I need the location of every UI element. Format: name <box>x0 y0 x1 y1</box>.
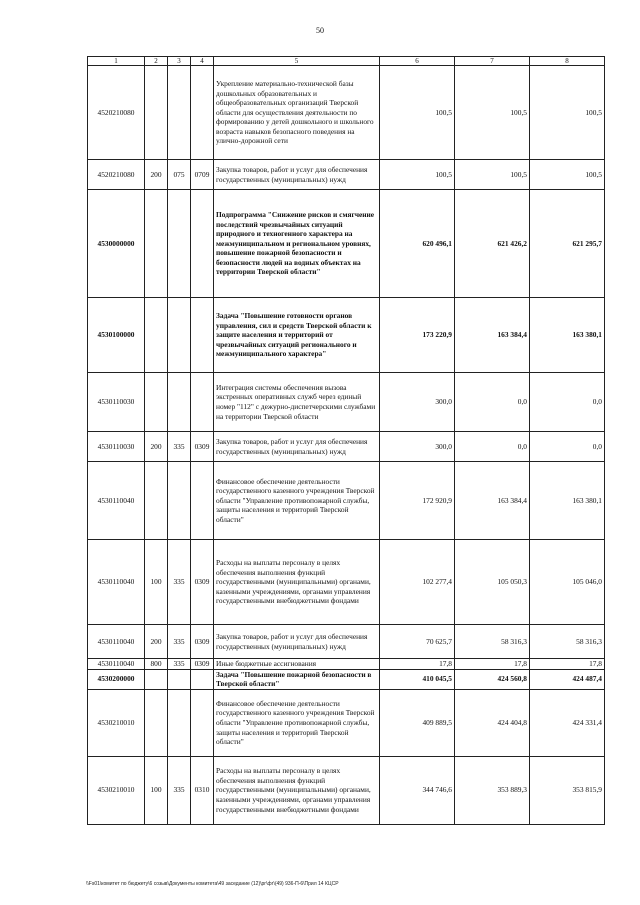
target-code-cell: 4520210080 <box>88 66 145 160</box>
expense-type-cell: 200 <box>145 160 168 190</box>
description-cell: Закупка товаров, работ и услуг для обеспечения государственных (муниципальных) нужд <box>214 625 380 659</box>
amount-year2-cell: 424 404,8 <box>455 689 530 756</box>
amount-year1-cell: 102 277,4 <box>380 540 455 625</box>
target-code-cell: 4530210010 <box>88 689 145 756</box>
table-row <box>88 298 605 373</box>
expense-type-cell <box>145 298 168 373</box>
amount-year2-cell: 163 384,4 <box>455 298 530 373</box>
col-header-6: 6 <box>380 57 455 66</box>
table-row <box>88 190 605 298</box>
department-code-cell: 335 <box>168 756 191 824</box>
target-code-cell: 4530110040 <box>88 625 145 659</box>
description-cell: Финансовое обеспечение деятельности государственного казенного учреждения Тверской области "Управление противопожарной службы, защиты населения и территорий Тверской области" <box>214 462 380 540</box>
section-code-cell <box>191 66 214 160</box>
table-row <box>88 462 605 540</box>
expense-type-cell: 100 <box>145 540 168 625</box>
description-cell: Задача "Повышение пожарной безопасности в Тверской области" <box>214 669 380 689</box>
department-code-cell <box>168 66 191 160</box>
description-cell: Задача "Повышение готовности органов управления, сил и средств Тверской области к защите населения и территорий от чрезвычайных ситуаций регионального и межмуниципального характера" <box>214 298 380 373</box>
table-row <box>88 756 605 824</box>
amount-year2-cell: 100,5 <box>455 160 530 190</box>
table-row <box>88 669 605 689</box>
target-code-cell: 4520210080 <box>88 160 145 190</box>
target-code-cell: 4530200000 <box>88 669 145 689</box>
amount-year2-cell: 621 426,2 <box>455 190 530 298</box>
amount-year1-cell: 344 746,6 <box>380 756 455 824</box>
section-code-cell <box>191 669 214 689</box>
amount-year2-cell: 58 316,3 <box>455 625 530 659</box>
section-code-cell <box>191 373 214 432</box>
section-code-cell <box>191 190 214 298</box>
target-code-cell: 4530110030 <box>88 373 145 432</box>
amount-year3-cell: 353 815,9 <box>530 756 605 824</box>
amount-year2-cell: 0,0 <box>455 432 530 462</box>
table-row <box>88 66 605 160</box>
department-code-cell <box>168 462 191 540</box>
amount-year3-cell: 0,0 <box>530 373 605 432</box>
expense-type-cell <box>145 66 168 160</box>
amount-year3-cell: 105 046,0 <box>530 540 605 625</box>
table-row <box>88 659 605 670</box>
description-cell: Иные бюджетные ассигнования <box>214 659 380 670</box>
department-code-cell <box>168 689 191 756</box>
col-header-2: 2 <box>145 57 168 66</box>
column-number-row <box>88 57 605 66</box>
col-header-7: 7 <box>455 57 530 66</box>
target-code-cell: 4530110030 <box>88 432 145 462</box>
department-code-cell: 075 <box>168 160 191 190</box>
amount-year2-cell: 163 384,4 <box>455 462 530 540</box>
department-code-cell <box>168 669 191 689</box>
amount-year1-cell: 172 920,9 <box>380 462 455 540</box>
amount-year3-cell: 58 316,3 <box>530 625 605 659</box>
amount-year1-cell: 300,0 <box>380 373 455 432</box>
department-code-cell <box>168 373 191 432</box>
section-code-cell: 0309 <box>191 625 214 659</box>
amount-year2-cell: 100,5 <box>455 66 530 160</box>
page-number: 50 <box>316 26 324 35</box>
amount-year3-cell: 621 295,7 <box>530 190 605 298</box>
expense-type-cell <box>145 669 168 689</box>
section-code-cell <box>191 462 214 540</box>
amount-year1-cell: 17,8 <box>380 659 455 670</box>
col-header-3: 3 <box>168 57 191 66</box>
description-cell: Интеграция системы обеспечения вызова экстренных оперативных служб через единый номер "112" с дежурно-диспетчерскими службами на территории Тверской области <box>214 373 380 432</box>
col-header-4: 4 <box>191 57 214 66</box>
amount-year2-cell: 17,8 <box>455 659 530 670</box>
amount-year3-cell: 100,5 <box>530 160 605 190</box>
description-cell: Подпрограмма "Снижение рисков и смягчение последствий чрезвычайных ситуаций природного и техногенного характера на межмуниципальном и региональном уровнях, повышение пожарной безопасности и безопасности людей на водных объектах на территории Тверской области" <box>214 190 380 298</box>
target-code-cell: 4530110040 <box>88 659 145 670</box>
expense-type-cell: 800 <box>145 659 168 670</box>
description-cell: Закупка товаров, работ и услуг для обеспечения государственных (муниципальных) нужд <box>214 160 380 190</box>
amount-year2-cell: 424 560,8 <box>455 669 530 689</box>
department-code-cell: 335 <box>168 432 191 462</box>
section-code-cell: 0310 <box>191 756 214 824</box>
file-path-footer: \\Fs01\комитет по бюджету\6 созыв\Документы комитета\49 заседание (12)\рг\фг\(49) 936-П-6\Прил 14 КЦСР <box>86 881 339 887</box>
target-code-cell: 4530110040 <box>88 540 145 625</box>
amount-year2-cell: 0,0 <box>455 373 530 432</box>
department-code-cell: 335 <box>168 540 191 625</box>
description-cell: Расходы на выплаты персоналу в целях обеспечения выполнения функций государственными (муниципальными) органами, казенными учреждениями, органами управления государственными внебюджетными фондами <box>214 540 380 625</box>
department-code-cell: 335 <box>168 659 191 670</box>
expense-type-cell <box>145 689 168 756</box>
expense-type-cell <box>145 190 168 298</box>
expense-type-cell: 200 <box>145 625 168 659</box>
amount-year1-cell: 100,5 <box>380 66 455 160</box>
amount-year1-cell: 409 889,5 <box>380 689 455 756</box>
amount-year3-cell: 0,0 <box>530 432 605 462</box>
amount-year3-cell: 163 380,1 <box>530 462 605 540</box>
description-cell: Закупка товаров, работ и услуг для обеспечения государственных (муниципальных) нужд <box>214 432 380 462</box>
section-code-cell: 0709 <box>191 160 214 190</box>
section-code-cell <box>191 689 214 756</box>
target-code-cell: 4530000000 <box>88 190 145 298</box>
amount-year3-cell: 163 380,1 <box>530 298 605 373</box>
amount-year3-cell: 17,8 <box>530 659 605 670</box>
col-header-1: 1 <box>88 57 145 66</box>
expense-type-cell: 200 <box>145 432 168 462</box>
table-row <box>88 540 605 625</box>
table-row <box>88 432 605 462</box>
budget-table <box>87 56 605 825</box>
col-header-5: 5 <box>214 57 380 66</box>
section-code-cell <box>191 298 214 373</box>
department-code-cell <box>168 298 191 373</box>
amount-year3-cell: 100,5 <box>530 66 605 160</box>
description-cell: Укрепление материально-технической базы дошкольных образовательных и общеобразовательных организаций Тверской области для осуществления деятельности по формированию у детей дошкольного и школьного возраста навыков безопасного поведения на улично-дорожной сети <box>214 66 380 160</box>
amount-year1-cell: 70 625,7 <box>380 625 455 659</box>
amount-year1-cell: 410 045,5 <box>380 669 455 689</box>
amount-year3-cell: 424 331,4 <box>530 689 605 756</box>
amount-year1-cell: 173 220,9 <box>380 298 455 373</box>
amount-year2-cell: 105 050,3 <box>455 540 530 625</box>
department-code-cell <box>168 190 191 298</box>
section-code-cell: 0309 <box>191 659 214 670</box>
col-header-8: 8 <box>530 57 605 66</box>
expense-type-cell <box>145 373 168 432</box>
section-code-cell: 0309 <box>191 540 214 625</box>
table-row <box>88 689 605 756</box>
amount-year1-cell: 100,5 <box>380 160 455 190</box>
amount-year2-cell: 353 889,3 <box>455 756 530 824</box>
amount-year1-cell: 620 496,1 <box>380 190 455 298</box>
table-row <box>88 160 605 190</box>
department-code-cell: 335 <box>168 625 191 659</box>
target-code-cell: 4530110040 <box>88 462 145 540</box>
expense-type-cell <box>145 462 168 540</box>
description-cell: Расходы на выплаты персоналу в целях обеспечения выполнения функций государственными (муниципальными) органами, казенными учреждениями, органами управления государственными внебюджетными фондами <box>214 756 380 824</box>
amount-year3-cell: 424 487,4 <box>530 669 605 689</box>
target-code-cell: 4530100000 <box>88 298 145 373</box>
description-cell: Финансовое обеспечение деятельности государственного казенного учреждения Тверской области "Управление противопожарной службы, защиты населения и территорий Тверской области" <box>214 689 380 756</box>
amount-year1-cell: 300,0 <box>380 432 455 462</box>
table-row <box>88 373 605 432</box>
table-row <box>88 625 605 659</box>
expense-type-cell: 100 <box>145 756 168 824</box>
target-code-cell: 4530210010 <box>88 756 145 824</box>
section-code-cell: 0309 <box>191 432 214 462</box>
